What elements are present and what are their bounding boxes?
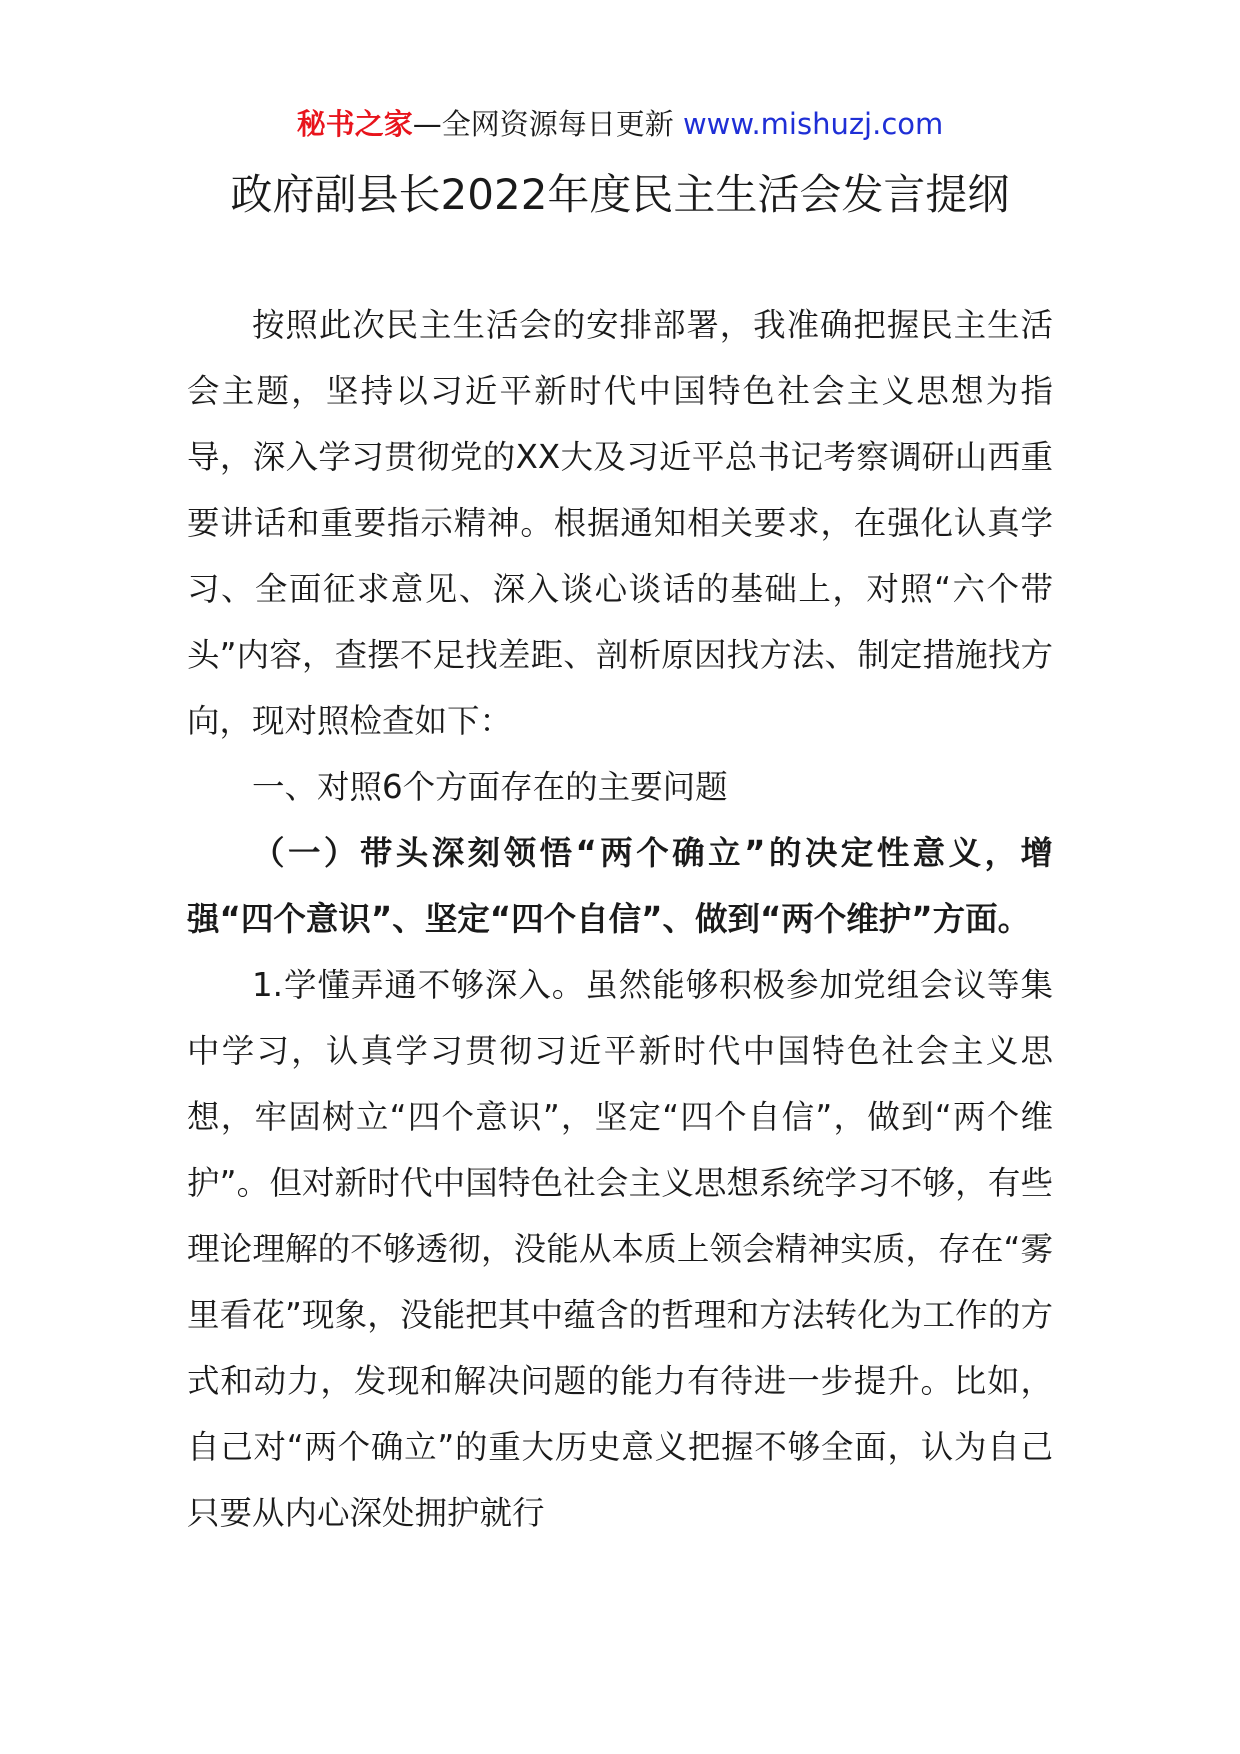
subsection-heading: （一）带头深刻领悟“两个确立”的决定性意义，增强“四个意识”、坚定“四个自信”、做到“两个维护”方面。 [187,834,1053,938]
item-paragraph: 1.学懂弄通不够深入。虽然能够积极参加党组会议等集中学习，认真学习贯彻习近平新时代中国特色社会主义思想，牢固树立“四个意识”，坚定“四个自信”，做到“两个维护”。但对新时代中国特色社会主义思想系统学习不够，有些理论理解的不够透彻，没能从本质上领会精神实质，存在“雾里看花”现象，没能把其中蕴含的哲理和方法转化为工作的方式和动力，发现和解决问题的能力有待进一步提升。比如，自己对“两个确立”的重大历史意义把握不够全面，认为自己只要从内心深处拥护就行 [187,966,1053,1532]
document-body [187,292,1053,1546]
site-brand: 秘书之家 [296,107,413,141]
site-header [0,104,1240,144]
document-title: 政府副县长2022年度民主生活会发言提纲 [230,170,1010,219]
intro-paragraph: 按照此次民主生活会的安排部署，我准确把握民主生活会主题，坚持以习近平新时代中国特色社会主义思想为指导，深入学习贯彻党的XX大及习近平总书记考察调研山西重要讲话和重要指示精神。根据通知相关要求，在强化认真学习、全面征求意见、深入谈心谈话的基础上，对照“六个带头”内容，查摆不足找差距、剖析原因找方法、制定措施找方向，现对照检查如下： [187,306,1053,740]
site-url-link[interactable]: www.mishuzj.com [682,107,944,141]
site-tagline: —全网资源每日更新 [412,107,674,141]
section-heading: 一、对照6个方面存在的主要问题 [252,768,728,806]
